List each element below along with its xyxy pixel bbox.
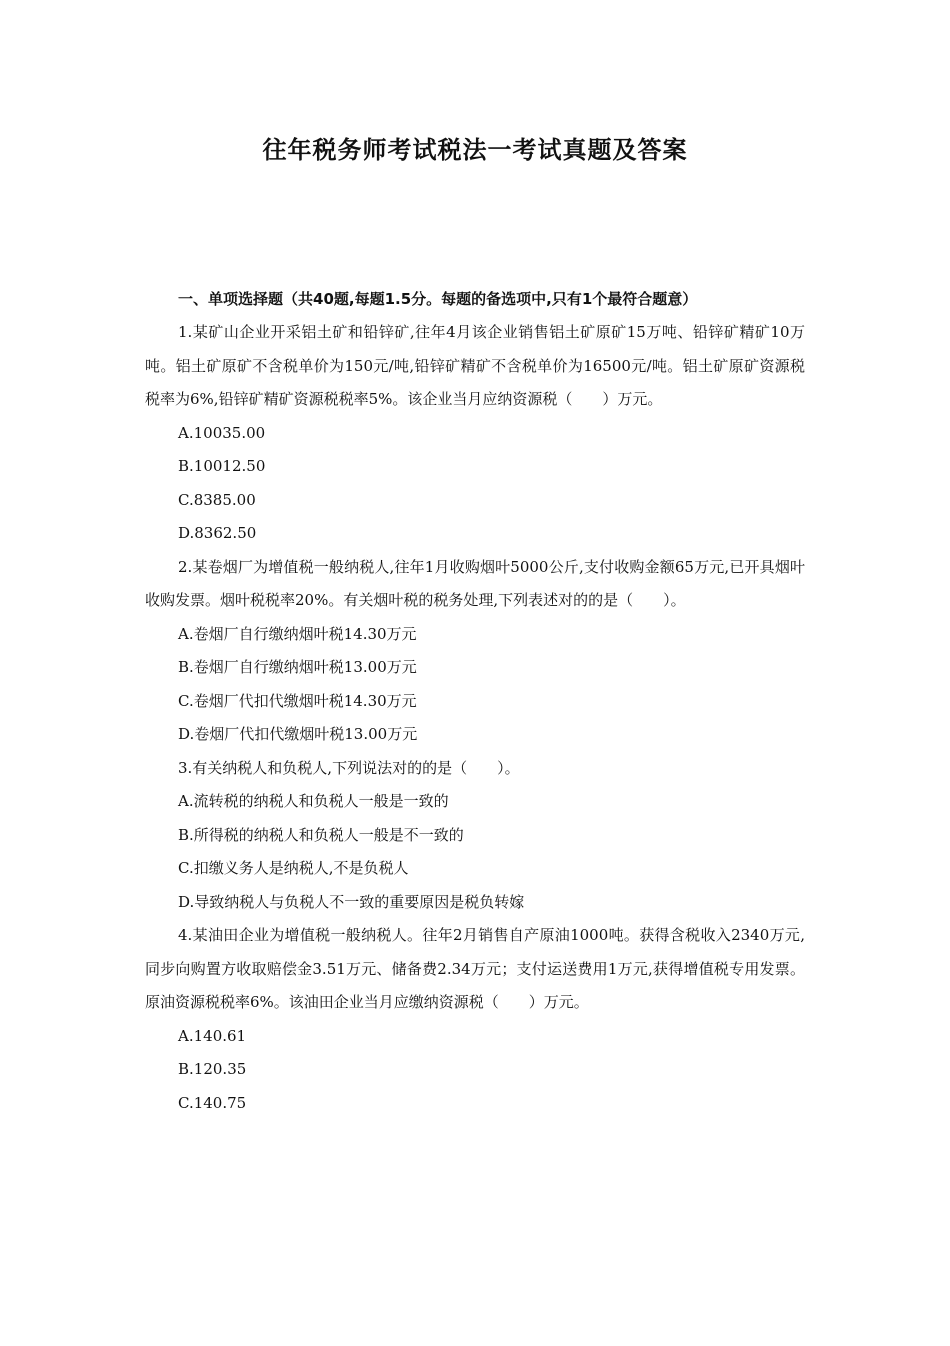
- option-d: D.卷烟厂代扣代缴烟叶税13.00万元: [178, 725, 418, 743]
- option-a: A.140.61: [178, 1026, 247, 1045]
- question-text: 4.某油田企业为增值税一般纳税人。往年2月销售自产原油1000吨。获得含税收入2340万元,同步向购置方收取赔偿金3.51万元、储备费2.34万元；支付运送费用1万元,获得增值税专用发票。原油资源税税率6%。该油田企业当月应缴纳资源税（ ）万元。: [145, 926, 805, 1011]
- option-c: C.扣缴义务人是纳税人,不是负税人: [178, 859, 409, 877]
- question-text: 3.有关纳税人和负税人,下列说法对的的是（ ）。: [178, 758, 520, 777]
- option-b: B.120.35: [178, 1060, 247, 1078]
- document-title: 往年税务师考试税法一考试真题及答案: [262, 135, 688, 164]
- option-b: B.所得税的纳税人和负税人一般是不一致的: [178, 825, 464, 844]
- section-heading: 一、单项选择题（共40题,每题1.5分。每题的备选项中,只有1个最符合题意）: [178, 290, 698, 308]
- option-d: D.8362.50: [178, 524, 257, 542]
- option-a: A.10035.00: [178, 423, 266, 442]
- option-a: A.流转税的纳税人和负税人一般是一致的: [178, 792, 449, 810]
- option-d: D.导致纳税人与负税人不一致的重要原因是税负转嫁: [178, 892, 525, 911]
- question-2: [145, 551, 805, 752]
- document-body: [145, 283, 805, 1120]
- option-b: B.卷烟厂自行缴纳烟叶税13.00万元: [178, 658, 417, 676]
- question-4: [145, 919, 805, 1120]
- option-c: C.8385.00: [178, 490, 256, 509]
- option-c: C.140.75: [178, 1093, 247, 1112]
- question-1: [145, 316, 805, 551]
- option-a: A.卷烟厂自行缴纳烟叶税14.30万元: [178, 624, 417, 643]
- option-c: C.卷烟厂代扣代缴烟叶税14.30万元: [178, 691, 417, 710]
- option-b: B.10012.50: [178, 457, 266, 475]
- question-3: [145, 752, 805, 920]
- question-text: 1.某矿山企业开采铝土矿和铅锌矿,往年4月该企业销售铝土矿原矿15万吨、铅锌矿精矿10万吨。铝土矿原矿不含税单价为150元/吨,铅锌矿精矿不含税单价为16500元/吨。铝土矿原矿资源税税率为6%,铅锌矿精矿资源税税率5%。该企业当月应纳资源税（ ）万元。: [145, 323, 805, 408]
- question-text: 2.某卷烟厂为增值税一般纳税人,往年1月收购烟叶5000公斤,支付收购金额65万元,已开具烟叶收购发票。烟叶税税率20%。有关烟叶税的税务处理,下列表述对的的是（ ）。: [145, 557, 805, 609]
